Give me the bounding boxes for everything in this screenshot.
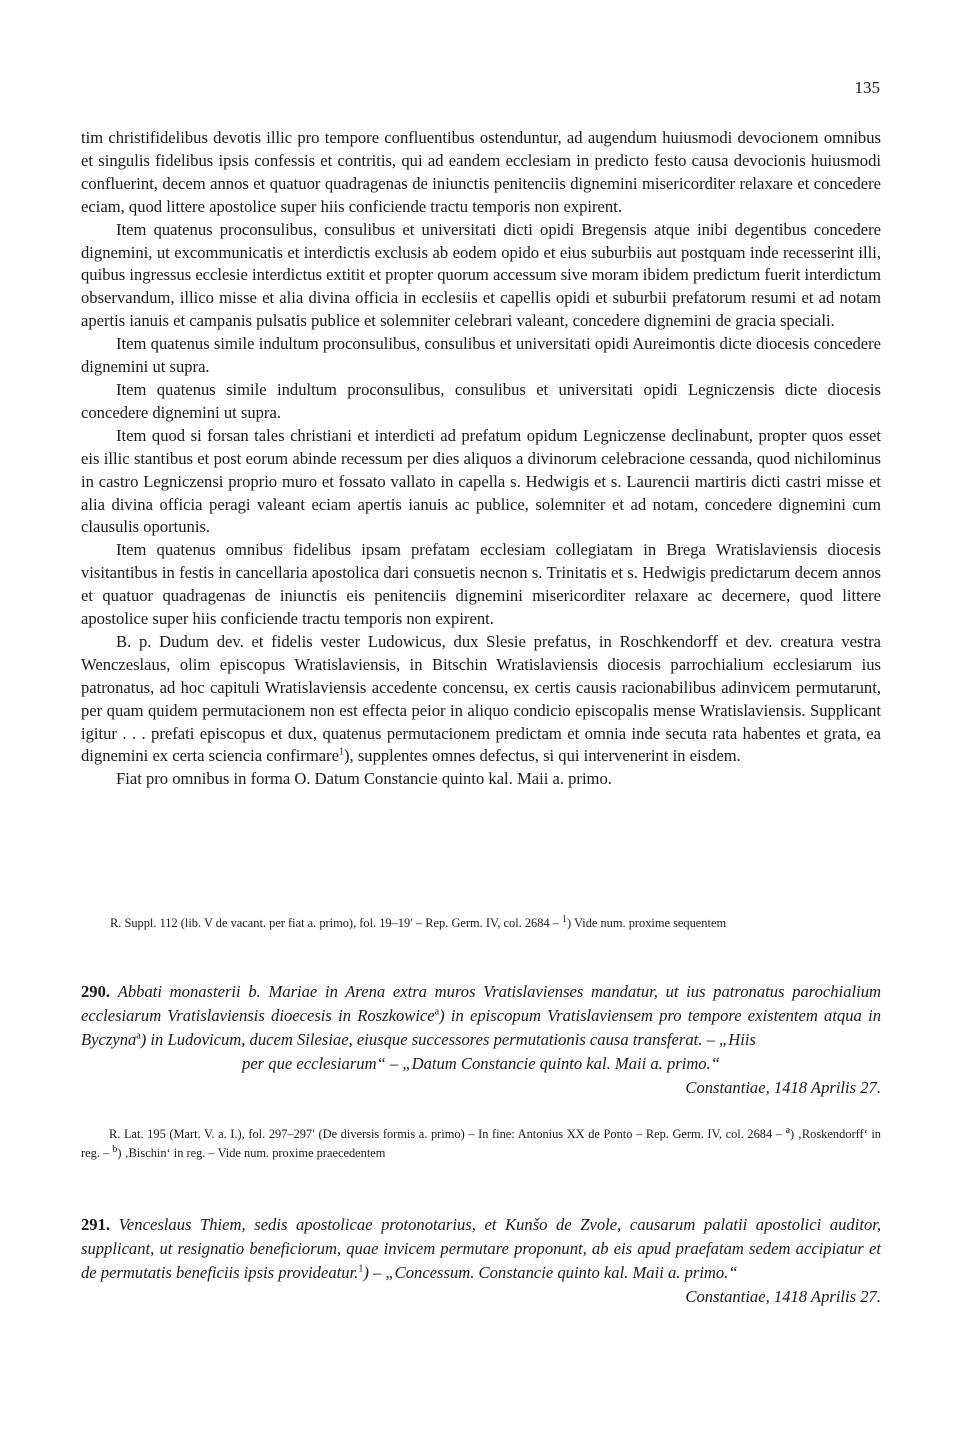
entry-291-text-2: ) – „Concessum. Constancie quinto kal. Maii a. primo.“ xyxy=(363,1263,738,1282)
source-note-2 xyxy=(81,1125,881,1163)
entry-290 xyxy=(81,980,881,1100)
paragraph-7-text-b: ), supplentes omnes defectus, si qui intervenerint in eisdem. xyxy=(344,746,741,766)
continuation-text xyxy=(81,127,881,791)
entry-290-date: Constantiae, 1418 Aprilis 27. xyxy=(685,1078,881,1097)
entry-number-291: 291. xyxy=(81,1215,111,1234)
page-number: 135 xyxy=(854,78,880,97)
note-2-text-c: ) ‚Bischin‘ in reg. – Vide num. proxime praecedentem xyxy=(117,1146,386,1160)
entry-290-text-3: ) in Ludovicum, ducem Silesiae, eiusque successores permutationis causa transferat. – „Hiis xyxy=(140,1030,756,1049)
paragraph-3: Item quatenus simile indultum proconsulibus, consulibus et universitati opidi Aureimontis dicte diocesis concedere dignemini ut supra. xyxy=(81,334,881,377)
entry-290-text-4: per que ecclesiarum“ – „Datum Constancie quinto kal. Maii a. primo.“ xyxy=(242,1054,720,1073)
note-1-text-a: R. Suppl. 112 (lib. V de vacant. per fiat a. primo), fol. 19–19′ – Rep. Germ. IV, col. 2684 – xyxy=(110,916,563,930)
paragraph-6: Item quatenus omnibus fidelibus ipsam prefatam ecclesiam collegiatam in Brega Wratislaviensis diocesis visitantibus in festis in cancellaria apostolica dari consuetis necnon s. Trinitatis et s. Hedwigis predictarum decem annos et quatuor quadragenas de iniunctis eis penitenciis dignemini misericorditer relaxare ac decernere, quod littere apostolice super hiis conficiende tractu temporis non expirent. xyxy=(81,540,881,629)
paragraph-7-text-a: B. p. Dudum dev. et fidelis vester Ludowicus, dux Slesie prefatus, in Roschkendorff et dev. creatura vestra Wenczeslaus, olim episcopus Wratislaviensis, in Bitschin Wratislaviensis diocesis parrochialium ecclesiarum ius patronatus, ad hoc capituli Wratislaviensis accedente concensu, ex certis causis racionabilibus adinvicem permutarunt, per quam quidem permutacionem non est effecta peior in aliquo condicio episcopalis mense Wratislaviensis. Supplicant igitur . . . prefati episcopus et dux, quatenus permutacionem predictam et omnia inde secuta rata habentes et grata, ea dignemini ex certa sciencia confirmare xyxy=(81,631,881,766)
paragraph-7 xyxy=(81,631,881,768)
paragraph-8: Fiat pro omnibus in forma O. Datum Constancie quinto kal. Maii a. primo. xyxy=(116,769,612,789)
source-note-1 xyxy=(110,914,881,933)
entry-290-sup-a2: a xyxy=(136,1030,141,1042)
paragraph-1: tim christifidelibus devotis illic pro tempore confluentibus ostenduntur, ad augendum huiusmodi devocionem omnibus et singulis fidelibus ipsis confessis et contritis, qui ad eandem ecclesiam in predicto festo causa devocionis huiusmodi confluerint, decem annos et quatuor quadragenas de iniunctis penitenciis dignemini misericorditer relaxare et concedere eciam, quod littere apostolice super hiis conficiende tractu temporis non expirent. xyxy=(81,128,881,216)
entry-291-date: Constantiae, 1418 Aprilis 27. xyxy=(685,1287,881,1306)
entry-290-sup-a1: a xyxy=(434,1006,440,1018)
entry-291-sup-1: 1 xyxy=(358,1263,364,1275)
entry-291-text-1: Venceslaus Thiem, sedis apostolicae protonotarius, et Kunšo de Zvole, causarum palatii apostolici auditor, supplicant, ut resignatio beneficiorum, quae invicem permutare proponunt, ab eis apud praefatam sedem accipiatur et de permutatis beneficiis ipsis provideatur. xyxy=(81,1215,882,1282)
entry-290-text-1: Abbati monasterii b. Mariae in Arena extra muros Vratislavienses mandatur, ut ius patronatus parochialium ecclesiarum Vratislaviensis dioecesis in Roszkowice xyxy=(81,982,881,1025)
entry-number-290: 290. xyxy=(81,982,111,1001)
paragraph-4: Item quatenus simile indultum proconsulibus, consulibus et universitati opidi Legniczensis dicte diocesis concedere dignemini ut supra. xyxy=(81,379,881,422)
footnote-ref-1: 1 xyxy=(339,746,344,758)
note-1-text-b: ) Vide num. proxime sequentem xyxy=(567,916,727,930)
note-2-sup-b: b xyxy=(112,1143,118,1155)
entry-290-text-2: ) in episcopum Vratislaviensem pro tempore existentem atqua in Byczyna xyxy=(81,1006,881,1049)
note-2-sup-a: a xyxy=(785,1124,791,1136)
note-1-sup: 1 xyxy=(562,913,568,925)
note-2-text-b: ) ‚Roskendorff‘ in reg. – xyxy=(81,1127,881,1160)
entry-291 xyxy=(81,1213,881,1309)
paragraph-5: Item quod si forsan tales christiani et interdicti ad prefatum opidum Legniczense declinabunt, propter quos esset eis illic stantibus et post eorum abinde recessum per dies aliquos a divinorum celebracione cessanda, quod nichilominus in castro Legniczensi proprio muro et fossato vallato in capella s. Hedwigis et s. Laurencii martiris dicti castri misse et alia divina officia peragi valeant eciam apertis ianuis ac publice, solemniter et ad notam, concedere dignemini cum clausulis oportunis. xyxy=(81,425,881,537)
paragraph-2: Item quatenus proconsulibus, consulibus et universitati dicti opidi Bregensis atque inibi degentibus concedere dignemini, ut excommunicatis et interdictis exclusis ab eodem opido et eius suburbiis aut postquam inde recesserint illi, quibus ingressus ecclesie interdictus extitit et propter quorum accessum sive moram ibidem predictum fuerit interdictum observandum, illico misse et alia divina officia in ecclesiis et capellis opidi et suburbii prefatorum resumi et ad notam apertis ianuis et campanis pulsatis publice et solemniter celebrari valeant, concedere dignemini de gracia speciali. xyxy=(81,219,881,331)
note-2-text-a: R. Lat. 195 (Mart. V. a. I.), fol. 297–297′ (De diversis formis a. primo) – In fine: Antonius XX de Ponto – Rep. Germ. IV, col. 2684 – xyxy=(109,1127,786,1141)
